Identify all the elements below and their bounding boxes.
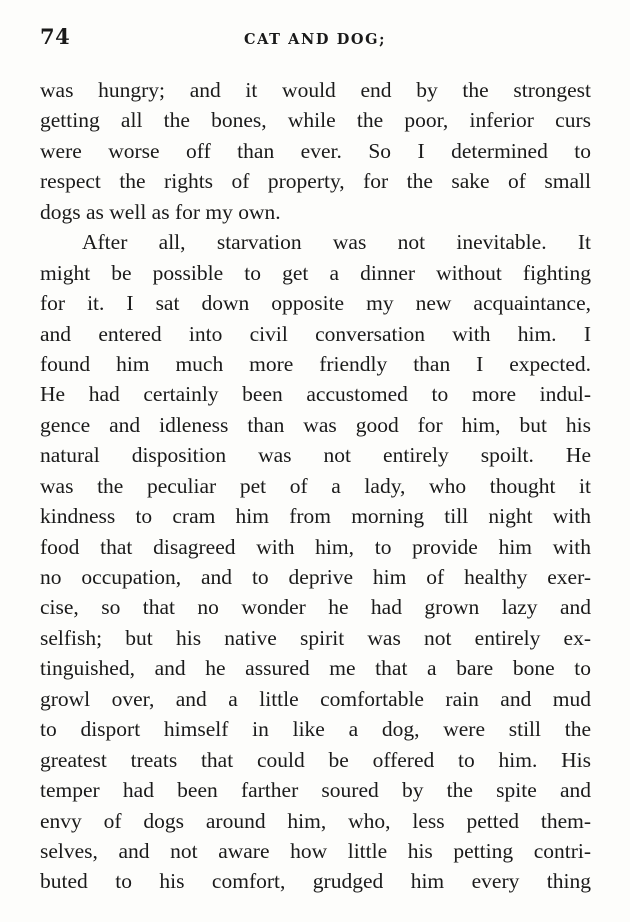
text-line: for it. I sat down opposite my new acquaintance, [40,291,591,316]
text-line: and entered into civil conversation with him. I [40,321,591,346]
body-text [40,75,591,897]
text-line: buted to his comfort, grudged him every thing [40,869,591,894]
text-line: getting all the bones, while the poor, inferior curs [40,108,591,133]
text-line: cise, so that no wonder he had grown lazy and [40,595,591,620]
text-line: to disport himself in like a dog, were still the [40,717,591,742]
text-line: growl over, and a little comfortable rain and mud [40,686,591,711]
text-line: respect the rights of property, for the sake of small [40,169,591,194]
text-line: gence and idleness than was good for him, but his [40,412,591,437]
text-line: dogs as well as for my own. [40,199,281,224]
text-line: tinguished, and he assured me that a bare bone to [40,656,591,681]
text-line: He had certainly been accustomed to more indul- [40,382,591,407]
text-line: greatest treats that could be offered to him. His [40,747,591,772]
text-line: found him much more friendly than I expected. [40,351,591,376]
text-line: temper had been farther soured by the spite and [40,778,591,803]
text-line: selfish; but his native spirit was not entirely ex- [40,625,591,650]
text-line: was hungry; and it would end by the strongest [40,78,591,102]
text-line: envy of dogs around him, who, less petted them- [40,808,591,833]
running-title: CAT AND DOG; [243,31,387,48]
text-line: kindness to cram him from morning till night with [40,504,591,529]
page-number: 74 [40,24,71,49]
text-line: no occupation, and to deprive him of healthy exer- [40,565,591,589]
text-line: selves, and not aware how little his petting contri- [40,838,591,863]
text-line: After all, starvation was not inevitable. It [82,230,591,255]
text-line: was the peculiar pet of a lady, who thought it [40,473,591,498]
text-line: natural disposition was not entirely spoilt. He [40,443,591,468]
text-line: were worse off than ever. So I determined to [40,138,591,163]
text-line: food that disagreed with him, to provide him with [40,534,591,559]
text-line: might be possible to get a dinner without fighting [40,260,591,285]
